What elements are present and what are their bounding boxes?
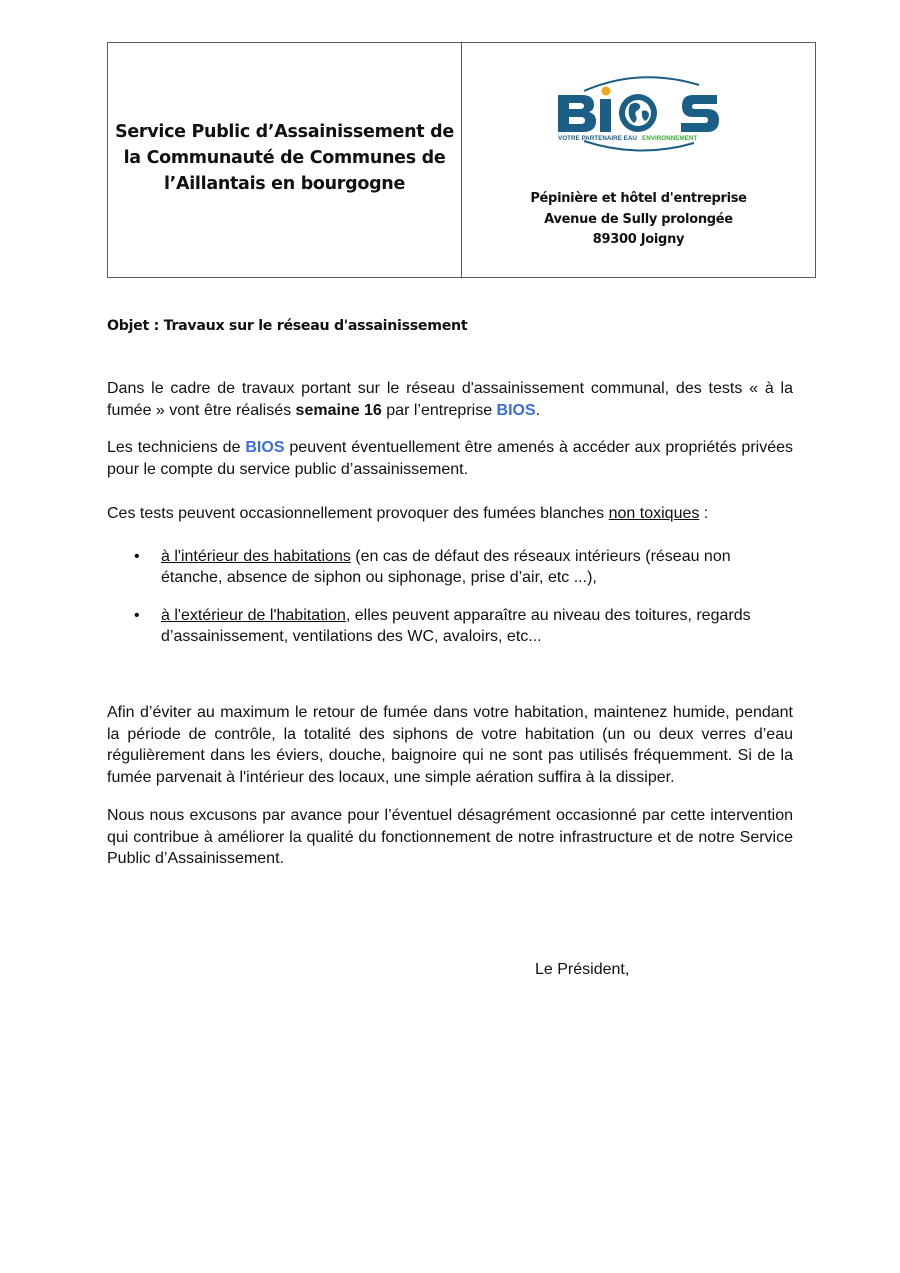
organization-name: Service Public d’Assainissement de la Communauté de Communes de l’Aillantais en bourgogne [115,122,454,194]
non-toxic-emphasis: non toxiques [608,505,700,522]
bullet-icon: • [134,607,140,624]
letterhead-left-cell [108,43,462,277]
paragraph-technicians: Les techniciens de BIOS peuvent éventuellement être amenés à accéder aux propriétés privées pour le compte du service public d’assainissement. [107,439,793,478]
letter-subject: Objet : Travaux sur le réseau d'assainissement [107,318,468,334]
address-line-2: Avenue de Sully prolongée [544,211,733,227]
company-address [462,189,815,251]
bullet-icon: • [134,548,140,565]
bullet-list [107,546,793,647]
letterhead-right-cell [462,43,815,277]
paragraph-smoke-warning: Ces tests peuvent occasionnellement provoquer des fumées blanches non toxiques : [107,505,709,522]
brand-name: BIOS [245,439,285,456]
svg-text:ENVIRONNEMENT: ENVIRONNEMENT [642,135,698,142]
list-item: • à l'intérieur des habitations (en cas de défaut des réseaux intérieurs (réseau non étanche, absence de siphon ou siphonage, prise d’air, etc ...), [134,548,731,586]
brand-name: BIOS [496,401,536,419]
letterhead-table [107,42,816,278]
bios-logo-icon [554,73,724,153]
paragraph-intro: Dans le cadre de travaux portant sur le réseau d'assainissement communal, des tests « à la fumée » vont être réalisés semaine 16 par l’entreprise BIOS. [107,380,793,419]
week-highlight: semaine 16 [295,401,382,419]
address-line-1: Pépinière et hôtel d'entreprise [530,191,747,206]
paragraph-apology: Nous nous excusons par avance pour l’éventuel désagrément occasionné par cette intervention qui contribue à améliorer la qualité du fonctionnement de notre infrastructure et de notre Service Public d’Assainissement. [107,807,793,867]
svg-text:VOTRE PARTENAIRE EAU: VOTRE PARTENAIRE EAU [558,135,637,142]
list-item: • à l'extérieur de l'habitation, elles peuvent apparaître au niveau des toitures, regards d’assainissement, ventilations des WC, avaloirs, etc... [134,607,751,645]
signature: Le Président, [535,961,630,978]
paragraph-advice: Afin d’éviter au maximum le retour de fumée dans votre habitation, maintenez humide, pendant la période de contrôle, la totalité des siphons de votre habitation (un ou deux verres d’eau régulièrement dans les éviers, douche, baignoire qui ne sont pas utilisés fréquemment. Si de la fumée parvenait à l'intérieur des locaux, une simple aération suffira à la dissiper. [107,704,793,786]
address-line-3: 89300 Joigny [592,232,685,247]
